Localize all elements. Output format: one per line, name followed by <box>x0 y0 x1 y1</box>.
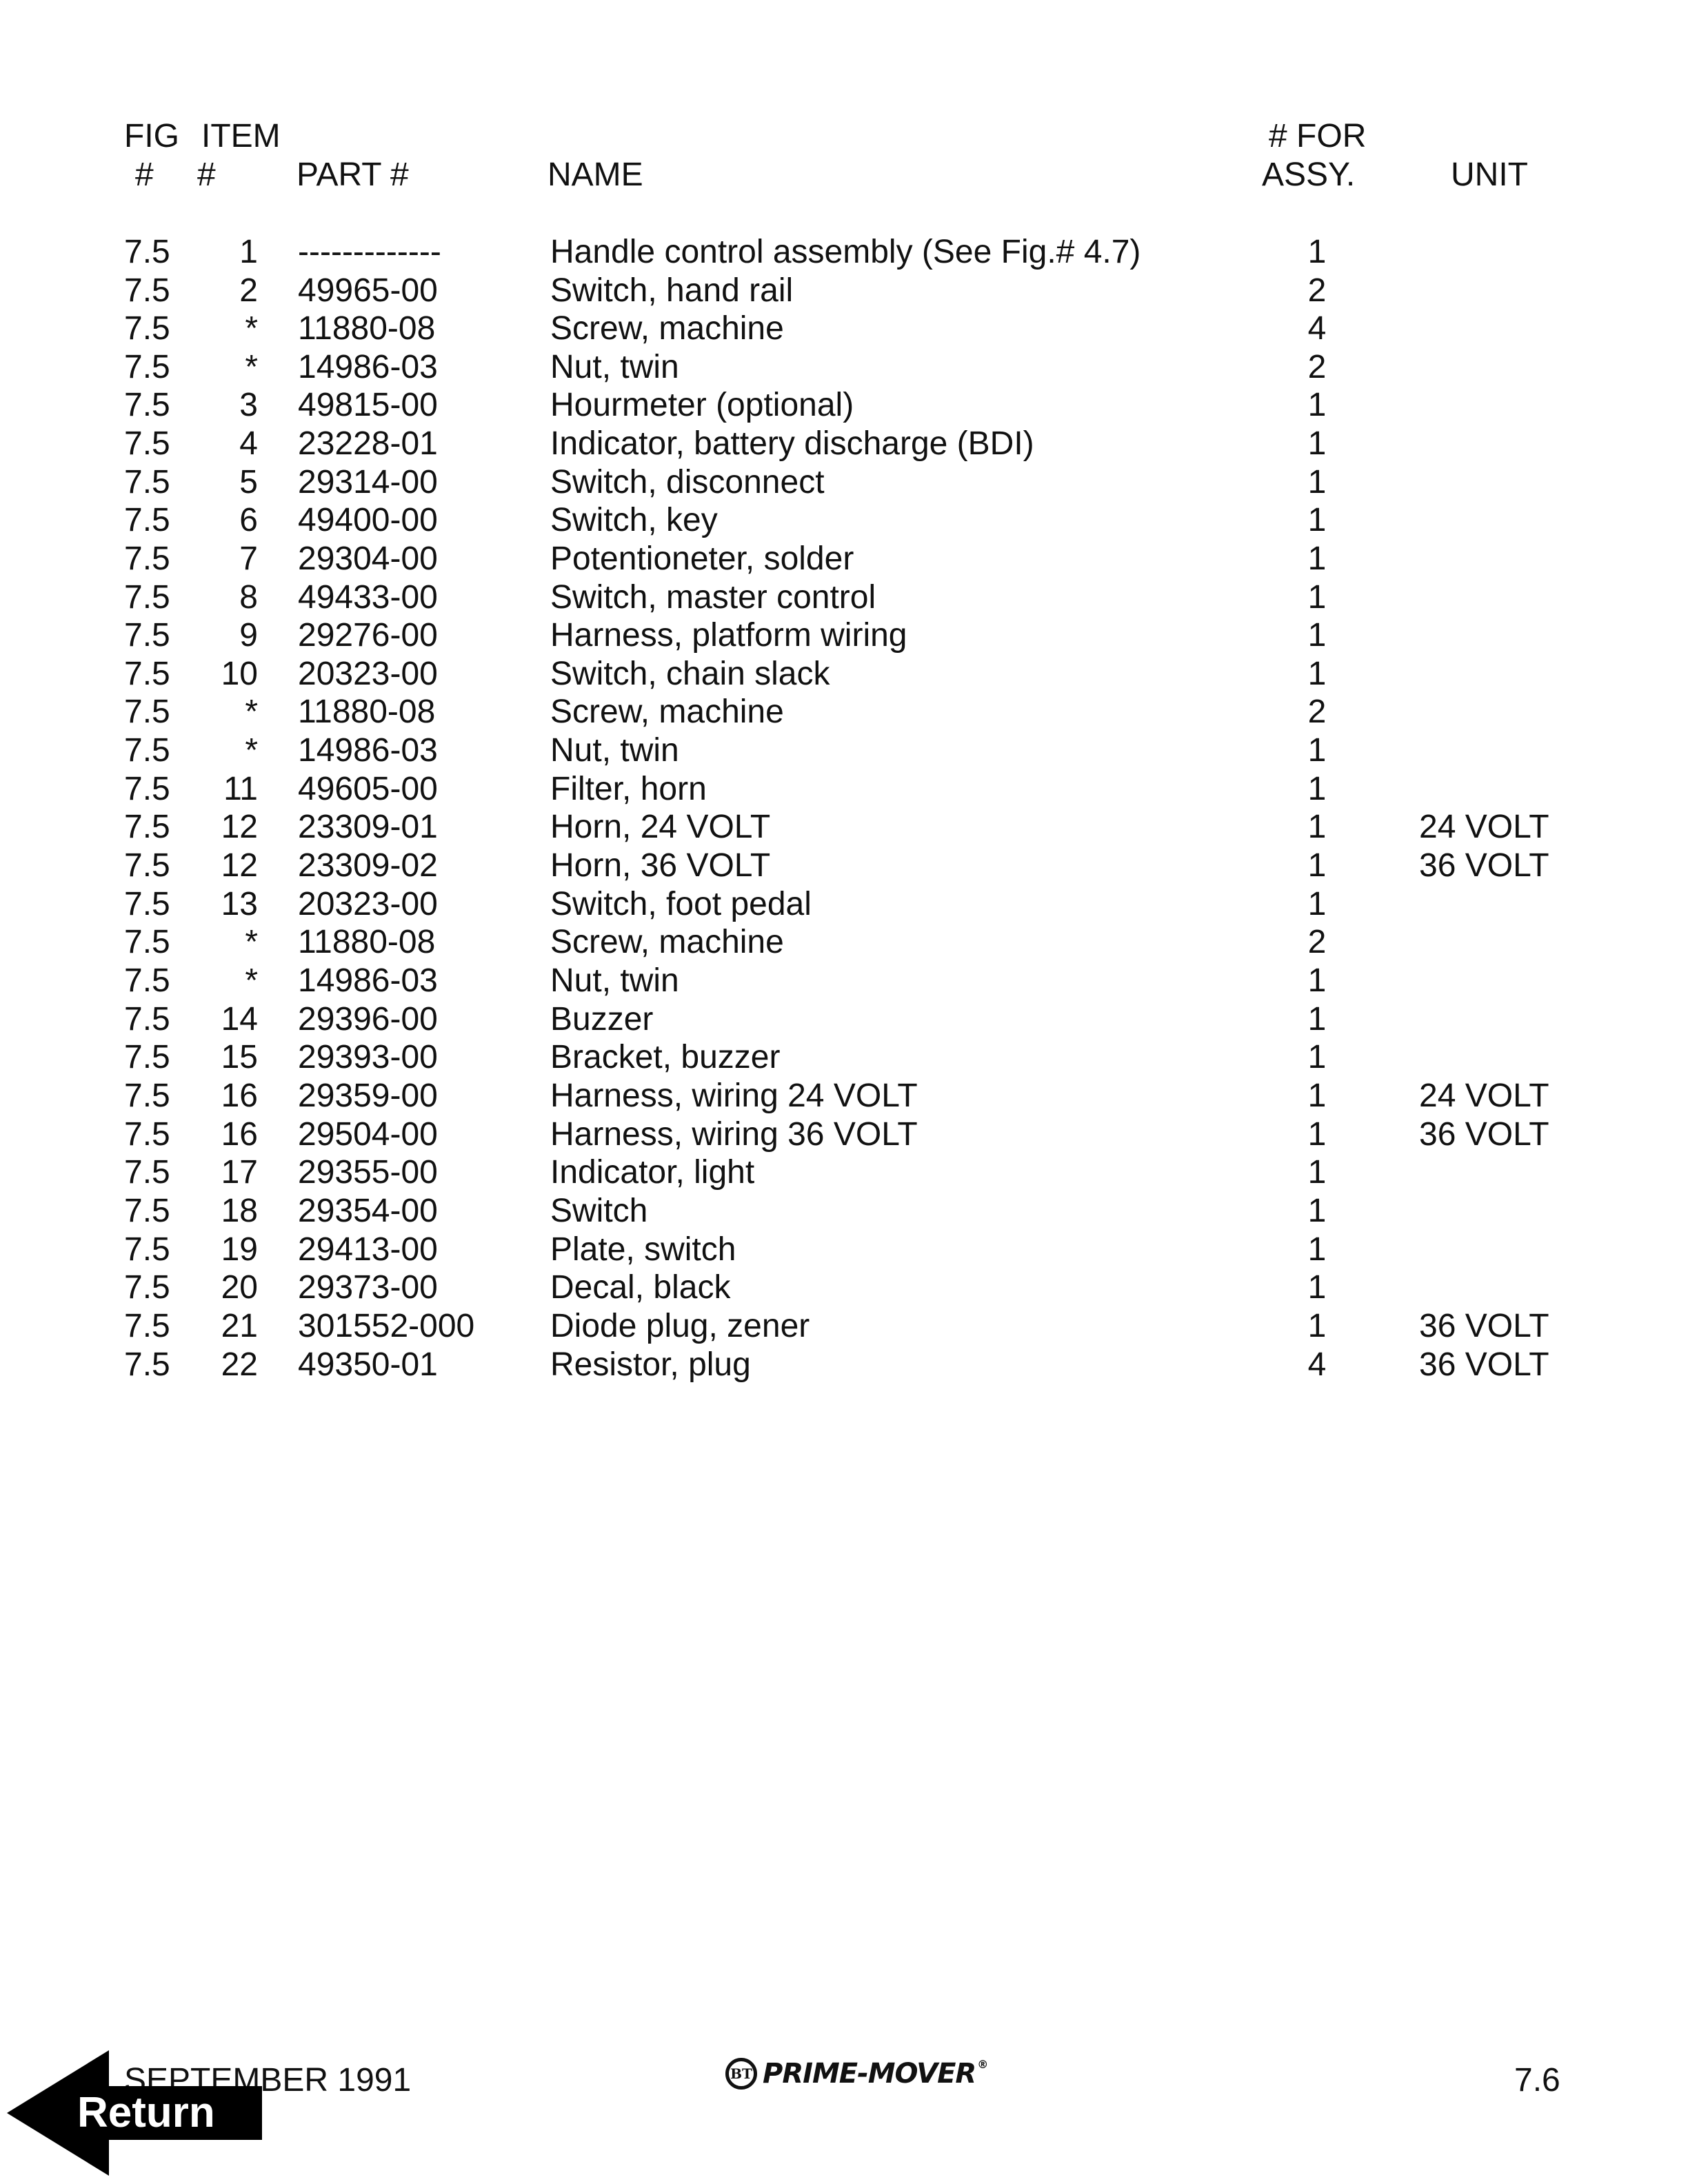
table-row <box>0 962 1688 1000</box>
part-cell: 23309-01 <box>298 809 438 845</box>
item-cell: 12 <box>221 809 258 845</box>
fig-cell: 7.5 <box>124 886 170 922</box>
qty-cell: 1 <box>1307 540 1327 577</box>
qty-cell: 4 <box>1307 310 1327 347</box>
qty-cell: 4 <box>1307 1346 1327 1383</box>
qty-cell: 2 <box>1307 349 1327 385</box>
table-row <box>0 233 1688 272</box>
table-row <box>0 655 1688 694</box>
unit-cell: 36 VOLT <box>1419 1116 1549 1153</box>
item-cell: 4 <box>239 425 258 462</box>
name-cell: Horn, 24 VOLT <box>550 809 771 845</box>
item-cell: 9 <box>239 617 258 654</box>
item-cell: 10 <box>221 656 258 692</box>
fig-cell: 7.5 <box>124 847 170 884</box>
header-fig-line2: # <box>135 156 154 193</box>
part-cell: 29276-00 <box>298 617 438 654</box>
name-cell: Indicator, light <box>550 1154 755 1191</box>
part-cell: 14986-03 <box>298 962 438 999</box>
fig-cell: 7.5 <box>124 1001 170 1038</box>
fig-cell: 7.5 <box>124 579 170 616</box>
name-cell: Potentioneter, solder <box>550 540 854 577</box>
part-cell: 29396-00 <box>298 1001 438 1038</box>
page-number: 7.6 <box>1514 2062 1560 2099</box>
part-cell: 23228-01 <box>298 425 438 462</box>
name-cell: Screw, machine <box>550 310 784 347</box>
table-row <box>0 885 1688 924</box>
name-cell: Plate, switch <box>550 1231 736 1268</box>
part-cell: ------------- <box>298 234 441 270</box>
fig-cell: 7.5 <box>124 310 170 347</box>
part-cell: 29373-00 <box>298 1269 438 1306</box>
fig-cell: 7.5 <box>124 1308 170 1344</box>
item-cell: 3 <box>239 387 258 423</box>
part-cell: 11880-08 <box>298 694 436 730</box>
qty-cell: 1 <box>1307 886 1327 922</box>
part-cell: 20323-00 <box>298 886 438 922</box>
fig-cell: 7.5 <box>124 1193 170 1229</box>
header-part: PART # <box>297 156 409 193</box>
part-cell: 49400-00 <box>298 502 438 538</box>
fig-cell: 7.5 <box>124 502 170 538</box>
table-row <box>0 1153 1688 1192</box>
name-cell: Bracket, buzzer <box>550 1039 781 1075</box>
item-cell: 5 <box>239 464 258 501</box>
fig-cell: 7.5 <box>124 234 170 270</box>
name-cell: Nut, twin <box>550 349 679 385</box>
part-cell: 49605-00 <box>298 771 438 807</box>
qty-cell: 1 <box>1307 1154 1327 1191</box>
item-cell: 14 <box>221 1001 258 1038</box>
item-cell: * <box>245 924 258 960</box>
qty-cell: 1 <box>1307 847 1327 884</box>
table-row <box>0 578 1688 617</box>
name-cell: Resistor, plug <box>550 1346 751 1383</box>
qty-cell: 1 <box>1307 732 1327 769</box>
unit-cell: 36 VOLT <box>1419 1308 1549 1344</box>
fig-cell: 7.5 <box>124 732 170 769</box>
fig-cell: 7.5 <box>124 540 170 577</box>
part-cell: 11880-08 <box>298 310 436 347</box>
name-cell: Indicator, battery discharge (BDI) <box>550 425 1034 462</box>
item-cell: 16 <box>221 1078 258 1114</box>
name-cell: Switch <box>550 1193 648 1229</box>
table-row <box>0 731 1688 770</box>
part-cell: 14986-03 <box>298 732 438 769</box>
unit-cell: 36 VOLT <box>1419 847 1549 884</box>
qty-cell: 1 <box>1307 1193 1327 1229</box>
qty-cell: 1 <box>1307 962 1327 999</box>
name-cell: Switch, chain slack <box>550 656 830 692</box>
header-unit: UNIT <box>1451 156 1528 193</box>
bt-logo-icon: BT <box>725 2058 757 2090</box>
item-cell: * <box>245 732 258 769</box>
part-cell: 29354-00 <box>298 1193 438 1229</box>
part-cell: 49815-00 <box>298 387 438 423</box>
name-cell: Hourmeter (optional) <box>550 387 854 423</box>
qty-cell: 1 <box>1307 1116 1327 1153</box>
unit-cell: 24 VOLT <box>1419 809 1549 845</box>
qty-cell: 1 <box>1307 617 1327 654</box>
table-row <box>0 501 1688 540</box>
item-cell: * <box>245 310 258 347</box>
qty-cell: 1 <box>1307 1039 1327 1075</box>
part-cell: 20323-00 <box>298 656 438 692</box>
fig-cell: 7.5 <box>124 656 170 692</box>
fig-cell: 7.5 <box>124 272 170 309</box>
qty-cell: 1 <box>1307 771 1327 807</box>
item-cell: 22 <box>221 1346 258 1383</box>
qty-cell: 1 <box>1307 656 1327 692</box>
name-cell: Harness, platform wiring <box>550 617 907 654</box>
name-cell: Handle control assembly (See Fig.# 4.7) <box>550 234 1141 270</box>
fig-cell: 7.5 <box>124 1039 170 1075</box>
item-cell: 12 <box>221 847 258 884</box>
qty-cell: 1 <box>1307 502 1327 538</box>
qty-cell: 1 <box>1307 809 1327 845</box>
part-cell: 11880-08 <box>298 924 436 960</box>
fig-cell: 7.5 <box>124 771 170 807</box>
fig-cell: 7.5 <box>124 617 170 654</box>
part-cell: 29304-00 <box>298 540 438 577</box>
item-cell: 15 <box>221 1039 258 1075</box>
part-cell: 29504-00 <box>298 1116 438 1153</box>
name-cell: Filter, horn <box>550 771 707 807</box>
part-cell: 49350-01 <box>298 1346 438 1383</box>
item-cell: * <box>245 349 258 385</box>
name-cell: Switch, hand rail <box>550 272 794 309</box>
fig-cell: 7.5 <box>124 1116 170 1153</box>
part-cell: 49433-00 <box>298 579 438 616</box>
item-cell: 21 <box>221 1308 258 1344</box>
item-cell: 13 <box>221 886 258 922</box>
item-cell: * <box>245 694 258 730</box>
name-cell: Decal, black <box>550 1269 731 1306</box>
qty-cell: 2 <box>1307 924 1327 960</box>
part-cell: 29355-00 <box>298 1154 438 1191</box>
table-row <box>0 847 1688 885</box>
return-label: Return <box>77 2089 215 2136</box>
registered-mark: ® <box>977 2058 988 2071</box>
table-row <box>0 1268 1688 1307</box>
item-cell: 7 <box>239 540 258 577</box>
name-cell: Nut, twin <box>550 732 679 769</box>
qty-cell: 1 <box>1307 1308 1327 1344</box>
table-row <box>0 272 1688 310</box>
table-row <box>0 808 1688 847</box>
table-row <box>0 693 1688 731</box>
header-qty-line2: ASSY. <box>1262 156 1356 193</box>
fig-cell: 7.5 <box>124 387 170 423</box>
item-cell: 19 <box>221 1231 258 1268</box>
table-row <box>0 540 1688 578</box>
qty-cell: 1 <box>1307 425 1327 462</box>
header-name: NAME <box>547 156 643 193</box>
fig-cell: 7.5 <box>124 1154 170 1191</box>
name-cell: Screw, machine <box>550 694 784 730</box>
table-row <box>0 425 1688 463</box>
table-row <box>0 1077 1688 1115</box>
table-row <box>0 1038 1688 1077</box>
table-row <box>0 1346 1688 1384</box>
table-row <box>0 770 1688 809</box>
table-row <box>0 310 1688 348</box>
qty-cell: 1 <box>1307 1231 1327 1268</box>
name-cell: Harness, wiring 36 VOLT <box>550 1116 918 1153</box>
name-cell: Screw, machine <box>550 924 784 960</box>
fig-cell: 7.5 <box>124 349 170 385</box>
table-row <box>0 348 1688 387</box>
item-cell: 6 <box>239 502 258 538</box>
table-row <box>0 1115 1688 1154</box>
item-cell: 18 <box>221 1193 258 1229</box>
qty-cell: 1 <box>1307 387 1327 423</box>
table-row <box>0 1000 1688 1039</box>
logo-name: PRIME-MOVER <box>763 2058 976 2090</box>
unit-cell: 24 VOLT <box>1419 1078 1549 1114</box>
part-cell: 14986-03 <box>298 349 438 385</box>
item-cell: * <box>245 962 258 999</box>
qty-cell: 1 <box>1307 464 1327 501</box>
name-cell: Switch, disconnect <box>550 464 825 501</box>
header-item-line2: # <box>197 156 216 193</box>
table-row <box>0 1231 1688 1269</box>
qty-cell: 2 <box>1307 272 1327 309</box>
part-cell: 23309-02 <box>298 847 438 884</box>
qty-cell: 1 <box>1307 579 1327 616</box>
name-cell: Switch, key <box>550 502 718 538</box>
table-row <box>0 923 1688 962</box>
item-cell: 1 <box>239 234 258 270</box>
fig-cell: 7.5 <box>124 1346 170 1383</box>
fig-cell: 7.5 <box>124 1078 170 1114</box>
header-qty-line1: # FOR <box>1269 118 1367 154</box>
part-cell: 29413-00 <box>298 1231 438 1268</box>
name-cell: Diode plug, zener <box>550 1308 810 1344</box>
header-item-line1: ITEM <box>201 118 281 154</box>
qty-cell: 2 <box>1307 694 1327 730</box>
qty-cell: 1 <box>1307 234 1327 270</box>
fig-cell: 7.5 <box>124 464 170 501</box>
logo-text <box>763 2058 987 2090</box>
fig-cell: 7.5 <box>124 924 170 960</box>
part-cell: 49965-00 <box>298 272 438 309</box>
item-cell: 11 <box>223 771 258 807</box>
fig-cell: 7.5 <box>124 1269 170 1306</box>
part-cell: 301552-000 <box>298 1308 475 1344</box>
fig-cell: 7.5 <box>124 809 170 845</box>
return-button[interactable] <box>7 2050 262 2176</box>
item-cell: 2 <box>239 272 258 309</box>
part-cell: 29314-00 <box>298 464 438 501</box>
qty-cell: 1 <box>1307 1001 1327 1038</box>
prime-mover-logo <box>725 2056 987 2092</box>
name-cell: Horn, 36 VOLT <box>550 847 771 884</box>
item-cell: 16 <box>221 1116 258 1153</box>
item-cell: 17 <box>221 1154 258 1191</box>
header-fig-line1: FIG <box>124 118 179 154</box>
table-row <box>0 386 1688 425</box>
table-row <box>0 463 1688 502</box>
table-row <box>0 1307 1688 1346</box>
unit-cell: 36 VOLT <box>1419 1346 1549 1383</box>
fig-cell: 7.5 <box>124 425 170 462</box>
part-cell: 29393-00 <box>298 1039 438 1075</box>
item-cell: 8 <box>239 579 258 616</box>
table-row <box>0 1192 1688 1231</box>
fig-cell: 7.5 <box>124 1231 170 1268</box>
name-cell: Switch, master control <box>550 579 876 616</box>
qty-cell: 1 <box>1307 1078 1327 1114</box>
table-row <box>0 616 1688 655</box>
fig-cell: 7.5 <box>124 962 170 999</box>
fig-cell: 7.5 <box>124 694 170 730</box>
item-cell: 20 <box>221 1269 258 1306</box>
name-cell: Nut, twin <box>550 962 679 999</box>
footer-date: SEPTEMBER 1991 <box>124 2062 412 2099</box>
name-cell: Harness, wiring 24 VOLT <box>550 1078 918 1114</box>
name-cell: Buzzer <box>550 1001 654 1038</box>
part-cell: 29359-00 <box>298 1078 438 1114</box>
name-cell: Switch, foot pedal <box>550 886 812 922</box>
qty-cell: 1 <box>1307 1269 1327 1306</box>
